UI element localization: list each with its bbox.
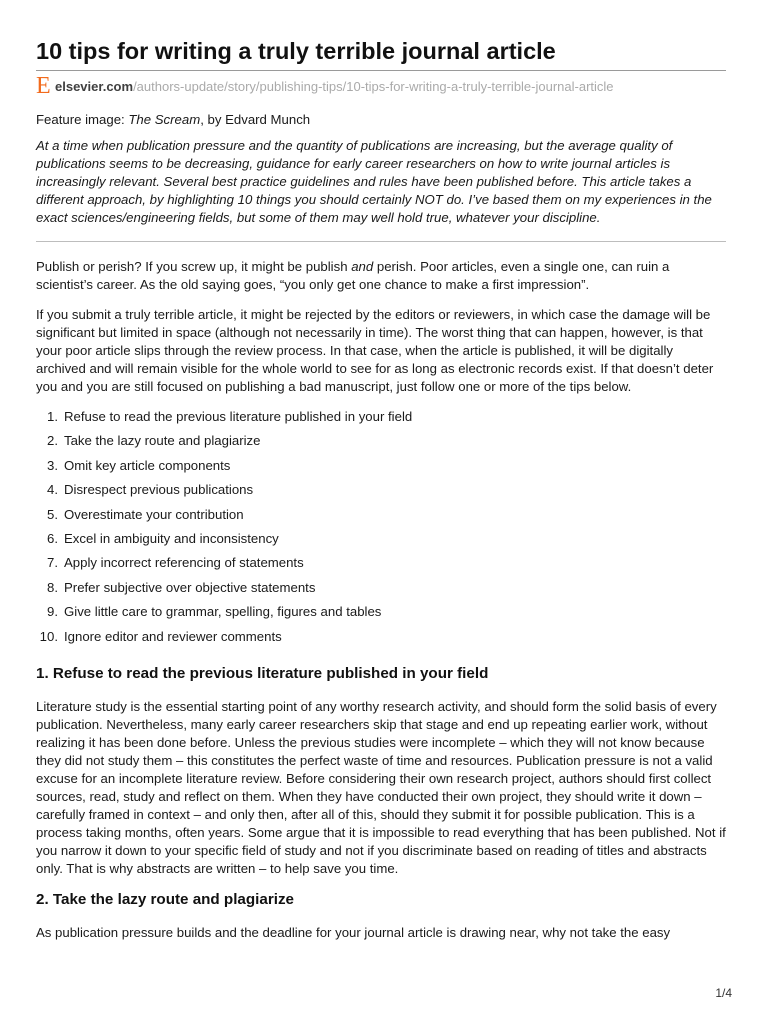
section-2-heading: 2. Take the lazy route and plagiarize [36,890,294,908]
feature-prefix: Feature image: [36,112,129,127]
body-paragraph-1 [36,258,726,294]
list-item [36,628,726,652]
feature-work-title: The Scream [128,112,201,127]
feature-image-credit [36,111,726,129]
list-item [36,457,726,481]
list-item [36,603,726,627]
list-text: Overestimate your contribution [64,506,244,522]
document-page [36,0,726,942]
list-item [36,432,726,456]
list-item [36,481,726,505]
list-number: 2. [47,433,58,449]
elsevier-logo-icon: E [36,73,51,99]
list-number: 4. [47,482,58,498]
list-number: 10. [39,628,58,644]
list-text: Refuse to read the previous literature published in your field [64,409,413,424]
list-item [36,579,726,603]
list-item [36,554,726,578]
source-domain: elsevier.com [55,78,134,94]
section-1-heading: 1. Refuse to read the previous literature published in your field [36,664,489,682]
tips-list [36,408,726,652]
source-line [36,75,726,97]
intro-paragraph: At a time when publication pressure and the quantity of publications are increasing, but the average quality of publications seems to be decreasing, guidance for early career researchers on how to write journal articles is increasingly relevant. Several best practice guidelines and rules have been published before. This article takes a different approach, by highlighting 10 things you should certainly NOT do. I’ve based them on my experiences in the exact sciences/engineering fields, but some of them may well hold true, whatever your discipline. [36,138,712,225]
list-text: Disrespect previous publications [64,482,254,498]
para1-emphasis: and [351,259,374,274]
page-number: 1/4 [715,986,732,1000]
list-number: 1. [47,409,58,424]
list-number: 6. [47,530,58,546]
list-text: Take the lazy route and plagiarize [64,433,261,449]
list-text: Ignore editor and reviewer comments [64,628,282,644]
intro-divider [36,241,726,242]
list-number: 9. [47,604,58,620]
section-2-paragraph: As publication pressure builds and the deadline for your journal article is drawing near, why not take the easy [36,924,671,940]
list-number: 7. [47,555,58,571]
list-item [36,506,726,530]
list-text: Apply incorrect referencing of statements [64,555,304,571]
list-number: 3. [47,457,58,473]
feature-suffix: , by Edvard Munch [200,112,311,127]
list-item [36,408,726,432]
title-divider [36,70,726,71]
article-title: 10 tips for writing a truly terrible journal article [36,38,556,64]
list-text: Give little care to grammar, spelling, figures and tables [64,604,382,620]
list-number: 5. [47,506,58,522]
list-number: 8. [47,579,58,595]
section-1-paragraph: Literature study is the essential starting point of any worthy research activity, and should form the solid basis of every publication. Nevertheless, many early career researchers skip that stage and end up repeating earlier work, without realizing it has been done before. Unless the previous studies were incomplete – which they will not know because they did not study them – this constitutes the perfect waste of time and resources. Publication pressure is not a valid excuse for an incomplete literature review. Before considering their own research project, authors should first collect sources, read, study and reflect on them. When they have conducted their own project, they should write it down – carefully framed in context – and only then, after all of this, should they submit it for possible publication. This is a process taking months, often years. Some argue that it is impossible to read everything that has been published. Not if you narrow it down to your specific field of study and not if you discriminate based on reading of titles and abstracts only. That is why abstracts are written – to help save you time. [36,698,726,876]
para1-before: Publish or perish? If you screw up, it might be publish [36,259,352,274]
para1-after: perish. Poor articles, even a single one, can ruin a scientist’s career. As the old saying goes, “you only get one chance to make a first impression”. [36,259,670,292]
source-link[interactable] [55,79,614,94]
source-path: /authors-update/story/publishing-tips/10-tips-for-writing-a-truly-terrible-journal-article [133,78,614,94]
list-item [36,530,726,554]
list-text: Prefer subjective over objective statements [64,579,316,595]
list-text: Omit key article components [64,457,231,473]
body-paragraph-2: If you submit a truly terrible article, it might be rejected by the editors or reviewers, in which case the damage will be significant but limited in space (although not necessarily in time). The worst thing that can happen, however, is that your poor article slips through the review process. In that case, when the article is published, it will be digitally archived and will remain visible for the whole world to see for as long as electronic records exist. If that doesn’t deter you and you are still focused on publishing a bad manuscript, just follow one or more of the tips below. [36,307,714,394]
list-text: Excel in ambiguity and inconsistency [64,530,279,546]
